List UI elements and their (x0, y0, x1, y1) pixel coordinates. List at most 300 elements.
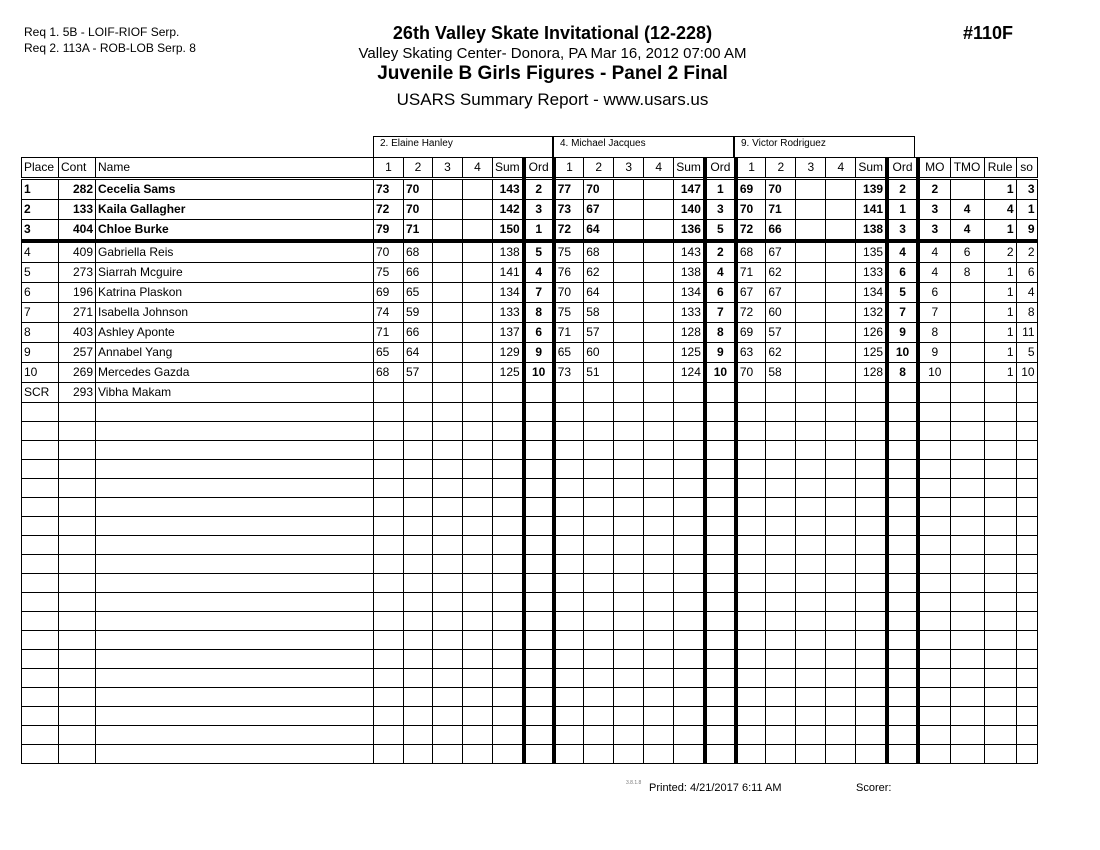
rule-cell: 1 (984, 303, 1016, 323)
place-cell: 4 (22, 241, 59, 263)
judge-2-score-2-cell (584, 498, 614, 517)
judge-3-ordinal-cell: 3 (887, 220, 918, 242)
judge-3-score-1-cell (736, 403, 766, 422)
judge-1-score-1-cell: 79 (374, 220, 404, 242)
judge-1-score-1-cell: 65 (374, 343, 404, 363)
rule-cell: 1 (984, 363, 1016, 383)
judge-2-score-3-cell (614, 517, 644, 536)
judge-2-sum-cell (674, 745, 705, 764)
judge-2-score-1-cell: 75 (554, 303, 584, 323)
table-row (22, 303, 1038, 323)
judge-2-score-3-cell (614, 726, 644, 745)
name-cell: Siarrah Mcguire (96, 263, 374, 283)
judge-3-score-2-cell (766, 688, 796, 707)
judge-2-score-2-cell (584, 517, 614, 536)
judge-2-sum-cell (674, 669, 705, 688)
judge-2-score-4-cell (644, 593, 674, 612)
table-row (22, 574, 1038, 593)
judge-2-score-3-cell (614, 422, 644, 441)
judge-1-score-1-cell (374, 498, 404, 517)
judge-3-score-4-cell (826, 688, 856, 707)
judge-3-score-4-cell (826, 241, 856, 263)
judge-1-sum-cell: 129 (493, 343, 524, 363)
judge-1-ordinal-cell (524, 422, 554, 441)
judge-1-sum-cell: 138 (493, 241, 524, 263)
table-header-row (22, 158, 1038, 179)
judge-3-score-1-cell (736, 517, 766, 536)
tmo-cell (950, 669, 984, 688)
report-title: USARS Summary Report - www.usars.us (396, 90, 709, 109)
judge-3-score-4-cell (826, 323, 856, 343)
rule-cell (984, 726, 1016, 745)
judge-1-score-4-cell (463, 403, 493, 422)
judge-2-score-4-cell (644, 612, 674, 631)
name-cell (96, 574, 374, 593)
name-cell (96, 536, 374, 555)
judge-3-ordinal-cell (887, 383, 918, 403)
judge-3-sum-cell (856, 650, 887, 669)
judge-3-ordinal-cell (887, 745, 918, 764)
judge-2-score-2-cell: 68 (584, 241, 614, 263)
mo-cell (918, 612, 950, 631)
judge-2-score-3-cell (614, 383, 644, 403)
judge-3-score-2-cell (766, 383, 796, 403)
name-cell (96, 631, 374, 650)
judge-3-score-1-cell (736, 479, 766, 498)
judge-2-sum-cell (674, 498, 705, 517)
judge-2-sum-cell (674, 403, 705, 422)
judge-3-score-1-cell (736, 631, 766, 650)
mo-cell (918, 745, 950, 764)
cont-cell (59, 517, 96, 536)
judge-2-score-3-cell (614, 303, 644, 323)
tmo-cell (950, 574, 984, 593)
cont-cell (59, 555, 96, 574)
place-cell (22, 441, 59, 460)
judge-1-score-2-cell (404, 707, 433, 726)
so-cell: 1 (1016, 200, 1037, 220)
tmo-cell (950, 383, 984, 403)
name-cell: Cecelia Sams (96, 179, 374, 200)
rule-cell (984, 593, 1016, 612)
tmo-cell (950, 726, 984, 745)
judge-2-sum-cell (674, 460, 705, 479)
judge-3-ordinal-cell: 2 (887, 179, 918, 200)
judge-2-score-4-cell (644, 441, 674, 460)
cont-cell: 273 (59, 263, 96, 283)
judge-3-ordinal-cell (887, 726, 918, 745)
rule-cell (984, 650, 1016, 669)
judge-3-sum-cell (856, 574, 887, 593)
judge-1-score-1-cell (374, 745, 404, 764)
judge-3-score-4-cell (826, 283, 856, 303)
judge-1-sum-cell (493, 403, 524, 422)
judge-2-score-1-cell: 76 (554, 263, 584, 283)
col-mo: MO (918, 158, 950, 179)
judge-3-score-1-cell: 68 (736, 241, 766, 263)
judge-1-sum-cell (493, 631, 524, 650)
judge-1-ordinal-cell (524, 403, 554, 422)
place-cell (22, 612, 59, 631)
judge-2-score-3-cell (614, 593, 644, 612)
so-cell (1016, 555, 1037, 574)
table-row (22, 745, 1038, 764)
name-cell: Katrina Plaskon (96, 283, 374, 303)
judge-1-score-4-cell (463, 241, 493, 263)
judge-3-score-1-cell (736, 726, 766, 745)
judge-2-score-2-cell (584, 555, 614, 574)
judge-2-sum-cell (674, 650, 705, 669)
cont-cell (59, 669, 96, 688)
tmo-cell (950, 517, 984, 536)
judge-2-score-1-cell (554, 536, 584, 555)
judge-1-score-2-cell (404, 745, 433, 764)
judge-3-score-4-cell (826, 220, 856, 242)
judge-1-score-1-cell (374, 593, 404, 612)
so-cell (1016, 593, 1037, 612)
judge-2-score-2-cell (584, 688, 614, 707)
judge-3-score-4-cell (826, 669, 856, 688)
judge-2-ordinal-cell (705, 669, 736, 688)
judge-3-ordinal-cell (887, 441, 918, 460)
so-cell (1016, 574, 1037, 593)
table-row (22, 707, 1038, 726)
judge-1-score-4-cell (463, 536, 493, 555)
judge-2-score-1-cell (554, 460, 584, 479)
judge-2-score-1-cell (554, 650, 584, 669)
judge-1-score-2-cell (404, 441, 433, 460)
judge-3-score-2-cell: 66 (766, 220, 796, 242)
judge-2-ordinal-cell (705, 726, 736, 745)
cont-cell: 293 (59, 383, 96, 403)
judge-1-score-3-cell (433, 363, 463, 383)
judge-3-sum-cell (856, 498, 887, 517)
judge-1-score-2-cell: 71 (404, 220, 433, 242)
judge-3-score-2-cell: 67 (766, 241, 796, 263)
judge-2-score-3-cell (614, 403, 644, 422)
place-cell (22, 593, 59, 612)
name-cell: Annabel Yang (96, 343, 374, 363)
name-cell (96, 517, 374, 536)
judge-1-sum-cell (493, 498, 524, 517)
judge-1-ordinal-cell (524, 574, 554, 593)
judge-1-sum-cell: 134 (493, 283, 524, 303)
judge-2-sum-cell: 147 (674, 179, 705, 200)
judge-3-score-2-cell (766, 574, 796, 593)
judge-2-sum-cell: 125 (674, 343, 705, 363)
judge-1-score-3-cell (433, 422, 463, 441)
judge-2-score-1-cell: 73 (554, 200, 584, 220)
name-cell (96, 555, 374, 574)
judge-2-score-2-cell (584, 422, 614, 441)
judge-1-score-4-cell (463, 343, 493, 363)
mo-cell (918, 383, 950, 403)
judge-3-score-1-cell: 69 (736, 323, 766, 343)
cont-cell (59, 574, 96, 593)
judge-3-score-4-cell (826, 422, 856, 441)
mo-cell (918, 726, 950, 745)
judge-1-sum-cell: 133 (493, 303, 524, 323)
judge-3-score-3-cell (796, 517, 826, 536)
judge-1-score-1-cell: 68 (374, 363, 404, 383)
judge-1-score-2-cell (404, 726, 433, 745)
name-cell (96, 669, 374, 688)
judge-2-score-1-cell: 77 (554, 179, 584, 200)
judge-3-score-1-cell (736, 688, 766, 707)
judge-2-score-2-cell: 70 (584, 179, 614, 200)
rule-cell: 1 (984, 179, 1016, 200)
tmo-cell (950, 707, 984, 726)
judge-2-sum-cell (674, 479, 705, 498)
col-j1-ord: Ord (524, 158, 554, 179)
judge-3-sum-cell: 132 (856, 303, 887, 323)
judge-3-ordinal-cell: 7 (887, 303, 918, 323)
table-row (22, 650, 1038, 669)
place-cell (22, 517, 59, 536)
judge-3-ordinal-cell (887, 536, 918, 555)
judge-2-score-4-cell (644, 745, 674, 764)
judge-2-score-1-cell: 75 (554, 241, 584, 263)
judge-3-score-3-cell (796, 631, 826, 650)
mo-cell: 9 (918, 343, 950, 363)
judge-1-sum-cell (493, 612, 524, 631)
judge-1-sum-cell: 143 (493, 179, 524, 200)
name-cell (96, 498, 374, 517)
judge-2-score-3-cell (614, 555, 644, 574)
judge-2-score-3-cell (614, 283, 644, 303)
judge-2-score-1-cell (554, 555, 584, 574)
judge-1-ordinal-cell: 4 (524, 263, 554, 283)
name-cell: Kaila Gallagher (96, 200, 374, 220)
cont-cell: 269 (59, 363, 96, 383)
so-cell (1016, 403, 1037, 422)
cont-cell: 404 (59, 220, 96, 242)
mo-cell (918, 479, 950, 498)
judge-1-score-1-cell (374, 536, 404, 555)
judge-3-ordinal-cell: 9 (887, 323, 918, 343)
mo-cell (918, 460, 950, 479)
judge-3-sum-cell (856, 555, 887, 574)
judge-1-score-3-cell (433, 383, 463, 403)
judge-2-ordinal-cell (705, 403, 736, 422)
name-cell (96, 441, 374, 460)
cont-cell (59, 650, 96, 669)
judge-1-score-1-cell (374, 422, 404, 441)
judge-3-sum-cell (856, 669, 887, 688)
judge-3-score-2-cell (766, 669, 796, 688)
judge-3-score-2-cell (766, 479, 796, 498)
tmo-cell (950, 403, 984, 422)
mo-cell: 4 (918, 263, 950, 283)
judge-2-sum-cell (674, 383, 705, 403)
judge-3-score-3-cell (796, 323, 826, 343)
judge-1-score-4-cell (463, 650, 493, 669)
mo-cell (918, 688, 950, 707)
judge-1-score-4-cell (463, 707, 493, 726)
judge-2-score-1-cell (554, 422, 584, 441)
judge-3-ordinal-cell (887, 555, 918, 574)
name-cell (96, 688, 374, 707)
tmo-cell (950, 536, 984, 555)
judge-3-score-3-cell (796, 745, 826, 764)
judge-2-ordinal-cell (705, 745, 736, 764)
judge-1-score-2-cell (404, 650, 433, 669)
col-j1-s3: 3 (433, 158, 463, 179)
mo-cell: 2 (918, 179, 950, 200)
tmo-cell: 6 (950, 241, 984, 263)
judge-1-score-3-cell (433, 536, 463, 555)
table-row (22, 263, 1038, 283)
judge-1-sum-cell: 150 (493, 220, 524, 242)
table-row (22, 593, 1038, 612)
judge-2-score-1-cell (554, 498, 584, 517)
judge-1-score-1-cell (374, 707, 404, 726)
judge-2-score-2-cell: 58 (584, 303, 614, 323)
judge-1-score-4-cell (463, 631, 493, 650)
judge-3-ordinal-cell (887, 707, 918, 726)
place-cell (22, 555, 59, 574)
judge-1-ordinal-cell (524, 612, 554, 631)
judge-1-score-4-cell (463, 323, 493, 343)
table-row (22, 220, 1038, 242)
judge-1-ordinal-cell (524, 726, 554, 745)
rule-cell (984, 574, 1016, 593)
judge-1-score-4-cell (463, 574, 493, 593)
judge-3-score-1-cell (736, 745, 766, 764)
judge-3-score-1-cell: 69 (736, 179, 766, 200)
judge-3-score-2-cell (766, 650, 796, 669)
judge-2-ordinal-cell: 1 (705, 179, 736, 200)
judge-2-sum-cell: 133 (674, 303, 705, 323)
judge-3-score-1-cell (736, 593, 766, 612)
so-cell (1016, 536, 1037, 555)
place-cell (22, 631, 59, 650)
judge-2-ordinal-cell: 8 (705, 323, 736, 343)
judge-3-score-3-cell (796, 707, 826, 726)
judge-3-score-3-cell (796, 220, 826, 242)
judge-3-score-4-cell (826, 707, 856, 726)
judge-3-score-1-cell: 70 (736, 363, 766, 383)
place-cell (22, 422, 59, 441)
place-cell (22, 574, 59, 593)
judge-2-score-2-cell: 64 (584, 220, 614, 242)
rule-cell (984, 403, 1016, 422)
judge-1-ordinal-cell: 5 (524, 241, 554, 263)
requirement-1: Req 1. 5B - LOIF-RIOF Serp. (24, 25, 180, 39)
judge-2-score-1-cell: 71 (554, 323, 584, 343)
judge-1-ordinal-cell (524, 517, 554, 536)
judge-3-score-4-cell (826, 574, 856, 593)
judge-2-ordinal-cell (705, 498, 736, 517)
tmo-cell (950, 441, 984, 460)
place-cell (22, 536, 59, 555)
judge-3-sum-cell: 128 (856, 363, 887, 383)
rule-cell (984, 460, 1016, 479)
judge-1-sum-cell (493, 745, 524, 764)
judge-1-ordinal-cell (524, 383, 554, 403)
judge-2-score-3-cell (614, 343, 644, 363)
name-cell (96, 403, 374, 422)
judge-1-score-4-cell (463, 383, 493, 403)
judge-2-score-1-cell (554, 669, 584, 688)
judge-3-score-1-cell (736, 460, 766, 479)
judge-1-ordinal-cell (524, 479, 554, 498)
judge-2-score-4-cell (644, 220, 674, 242)
judge-2-ordinal-cell: 4 (705, 263, 736, 283)
table-row (22, 403, 1038, 422)
mo-cell (918, 555, 950, 574)
judge-3-score-2-cell (766, 726, 796, 745)
col-j3-ord: Ord (887, 158, 918, 179)
judge-2-sum-cell: 140 (674, 200, 705, 220)
judge-2-score-3-cell (614, 631, 644, 650)
event-title: Juvenile B Girls Figures - Panel 2 Final (377, 63, 728, 84)
judge-2-score-4-cell (644, 555, 674, 574)
mo-cell (918, 593, 950, 612)
col-j1-sum: Sum (493, 158, 524, 179)
judge-1-score-2-cell (404, 631, 433, 650)
judge-3-sum-cell (856, 403, 887, 422)
judge-3-score-4-cell (826, 498, 856, 517)
judge-1-score-4-cell (463, 612, 493, 631)
col-j1-s2: 2 (404, 158, 433, 179)
judge-2-ordinal-cell: 6 (705, 283, 736, 303)
judge-3-score-2-cell (766, 593, 796, 612)
name-cell: Gabriella Reis (96, 241, 374, 263)
competition-title: 26th Valley Skate Invitational (12-228) (392, 23, 713, 43)
judge-1-score-3-cell (433, 323, 463, 343)
judge-3-score-3-cell (796, 441, 826, 460)
col-name: Name (96, 158, 374, 179)
judge-1-score-4-cell (463, 669, 493, 688)
tmo-cell (950, 283, 984, 303)
judge-3-score-1-cell (736, 707, 766, 726)
rule-cell (984, 441, 1016, 460)
judge-1-score-2-cell (404, 669, 433, 688)
so-cell: 3 (1016, 179, 1037, 200)
judge-3-score-4-cell (826, 726, 856, 745)
judge-2-score-2-cell: 57 (584, 323, 614, 343)
place-cell: 6 (22, 283, 59, 303)
judge-1-sum-cell: 125 (493, 363, 524, 383)
judge-3-sum-cell: 138 (856, 220, 887, 242)
judge-1-sum-cell (493, 536, 524, 555)
judge-1-score-2-cell: 64 (404, 343, 433, 363)
judge-2-sum-cell (674, 441, 705, 460)
rule-cell (984, 517, 1016, 536)
judge-2-ordinal-cell: 3 (705, 200, 736, 220)
judge-3-ordinal-cell (887, 403, 918, 422)
judge-3-sum-cell (856, 707, 887, 726)
judge-3-sum-cell: 141 (856, 200, 887, 220)
tmo-cell: 8 (950, 263, 984, 283)
cont-cell (59, 460, 96, 479)
judge-3-score-1-cell: 72 (736, 220, 766, 242)
place-cell (22, 669, 59, 688)
judge-1-score-4-cell (463, 441, 493, 460)
judge-2-score-3-cell (614, 323, 644, 343)
cont-cell (59, 707, 96, 726)
judge-1-score-2-cell (404, 555, 433, 574)
so-cell (1016, 498, 1037, 517)
judge-3-score-1-cell (736, 574, 766, 593)
so-cell (1016, 707, 1037, 726)
judge-1-sum-cell: 142 (493, 200, 524, 220)
judge-1-sum-cell (493, 517, 524, 536)
judge-3-score-4-cell (826, 441, 856, 460)
judge-1-score-1-cell (374, 631, 404, 650)
judge-1-score-3-cell (433, 343, 463, 363)
